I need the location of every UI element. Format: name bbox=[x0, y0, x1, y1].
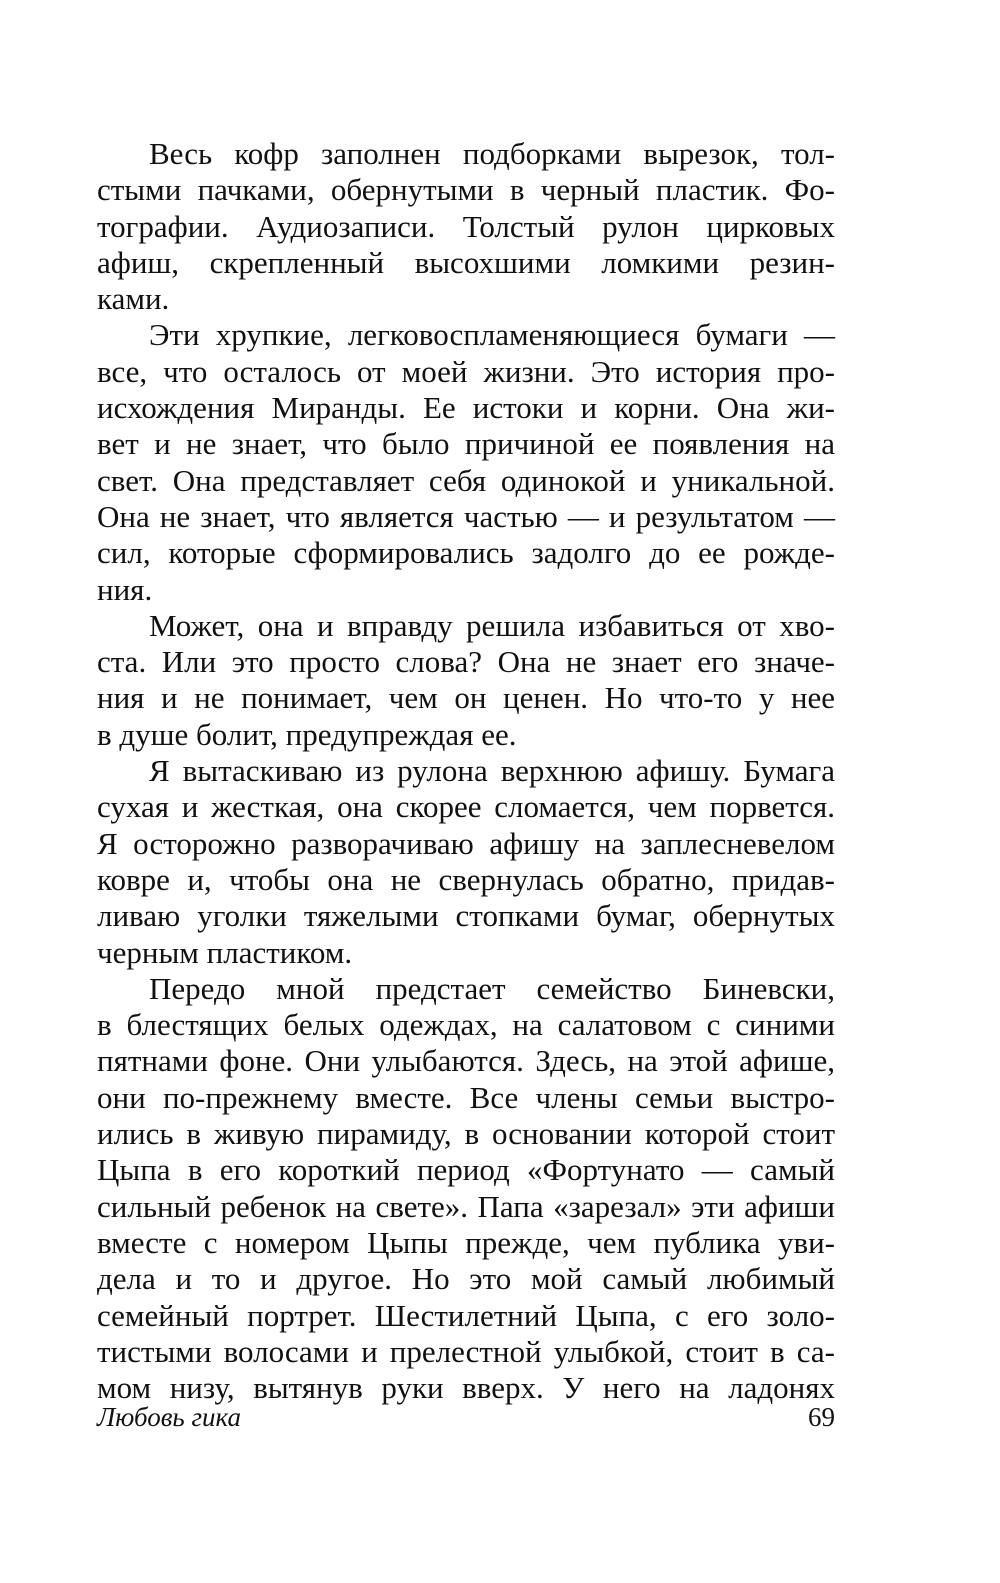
text-line: черным пластиком. bbox=[97, 934, 353, 970]
text-line: сухая и жесткая, она скорее сломается, чем порвется. bbox=[97, 789, 835, 825]
text-line: Весь кофр заполнен подборками вырезок, тол- bbox=[149, 136, 835, 171]
text-line: мом низу, вытянув руки вверх. У него на ладонях bbox=[97, 1370, 835, 1406]
paragraph bbox=[97, 753, 835, 971]
text-line: ливаю уголки тяжелыми стопками бумаг, обернутых bbox=[97, 898, 835, 934]
paragraph bbox=[97, 317, 835, 607]
text-line: Я осторожно разворачиваю афишу на заплесневелом bbox=[97, 825, 835, 861]
text-line: ковре и, чтобы она не свернулась обратно, придав- bbox=[97, 861, 835, 897]
text-line: вместе с номером Цыпы прежде, чем публика уви- bbox=[97, 1224, 835, 1260]
paragraph bbox=[97, 971, 835, 1407]
text-line: сил, которые сформировались задолго до ее рожде- bbox=[97, 535, 835, 571]
text-line: Цыпа в его короткий период «Фортунато — самый bbox=[97, 1152, 835, 1188]
text-line: Я вытаскиваю из рулона верхнюю афишу. Бумага bbox=[149, 753, 835, 789]
running-title: Любовь гика bbox=[97, 1402, 241, 1432]
text-line: в душе болит, предупреждая ее. bbox=[97, 716, 517, 752]
paragraph bbox=[97, 608, 835, 753]
page-footer bbox=[97, 1402, 835, 1442]
text-line: свет. Она представляет себя одинокой и уникальной. bbox=[97, 462, 835, 498]
text-line: ста. Или это просто слова? Она не знает его значе- bbox=[97, 644, 835, 680]
text-line: Эти хрупкие, легковоспламеняющиеся бумаги — bbox=[149, 317, 835, 353]
text-line: Может, она и вправду решила избавиться от хво- bbox=[149, 607, 835, 643]
text-line: семейный портрет. Шестилетний Цыпа, с его золо- bbox=[97, 1297, 835, 1333]
text-line: дела и то и другое. Но это мой самый любимый bbox=[97, 1261, 835, 1297]
text-line: ками. bbox=[97, 281, 170, 317]
text-line: пятнами фоне. Они улыбаются. Здесь, на этой афише, bbox=[97, 1043, 835, 1079]
text-line: Она не знает, что является частью — и результатом — bbox=[97, 498, 835, 534]
text-line: ния. bbox=[97, 571, 153, 607]
text-line: Передо мной предстает семейство Биневски, bbox=[149, 970, 835, 1006]
text-line: они по-прежнему вместе. Все члены семьи выстро- bbox=[97, 1079, 835, 1115]
text-line: сильный ребенок на свете». Папа «зарезал» эти афиши bbox=[97, 1188, 835, 1224]
text-line: стыми пачками, обернутыми в черный пластик. Фо- bbox=[97, 172, 835, 208]
text-line: ились в живую пирамиду, в основании которой стоит bbox=[97, 1116, 835, 1152]
text-line: все, что осталось от моей жизни. Это история про- bbox=[97, 353, 835, 389]
page-number: 69 bbox=[808, 1402, 835, 1432]
text-line: афиш, скрепленный высохшими ломкими резин- bbox=[97, 244, 835, 280]
text-line: исхождения Миранды. Ее истоки и корни. Она жи- bbox=[97, 390, 835, 426]
text-line: вет и не знает, что было причиной ее появления на bbox=[97, 426, 835, 462]
text-line: ния и не понимает, чем он ценен. Но что-то у нее bbox=[97, 680, 835, 716]
paragraph bbox=[97, 136, 835, 317]
text-line: тистыми волосами и прелестной улыбкой, стоит в са- bbox=[97, 1333, 835, 1369]
text-line: в блестящих белых одеждах, на салатовом с синими bbox=[97, 1007, 835, 1043]
text-line: тографии. Аудиозаписи. Толстый рулон цирковых bbox=[97, 208, 835, 244]
page-body bbox=[97, 136, 835, 1406]
